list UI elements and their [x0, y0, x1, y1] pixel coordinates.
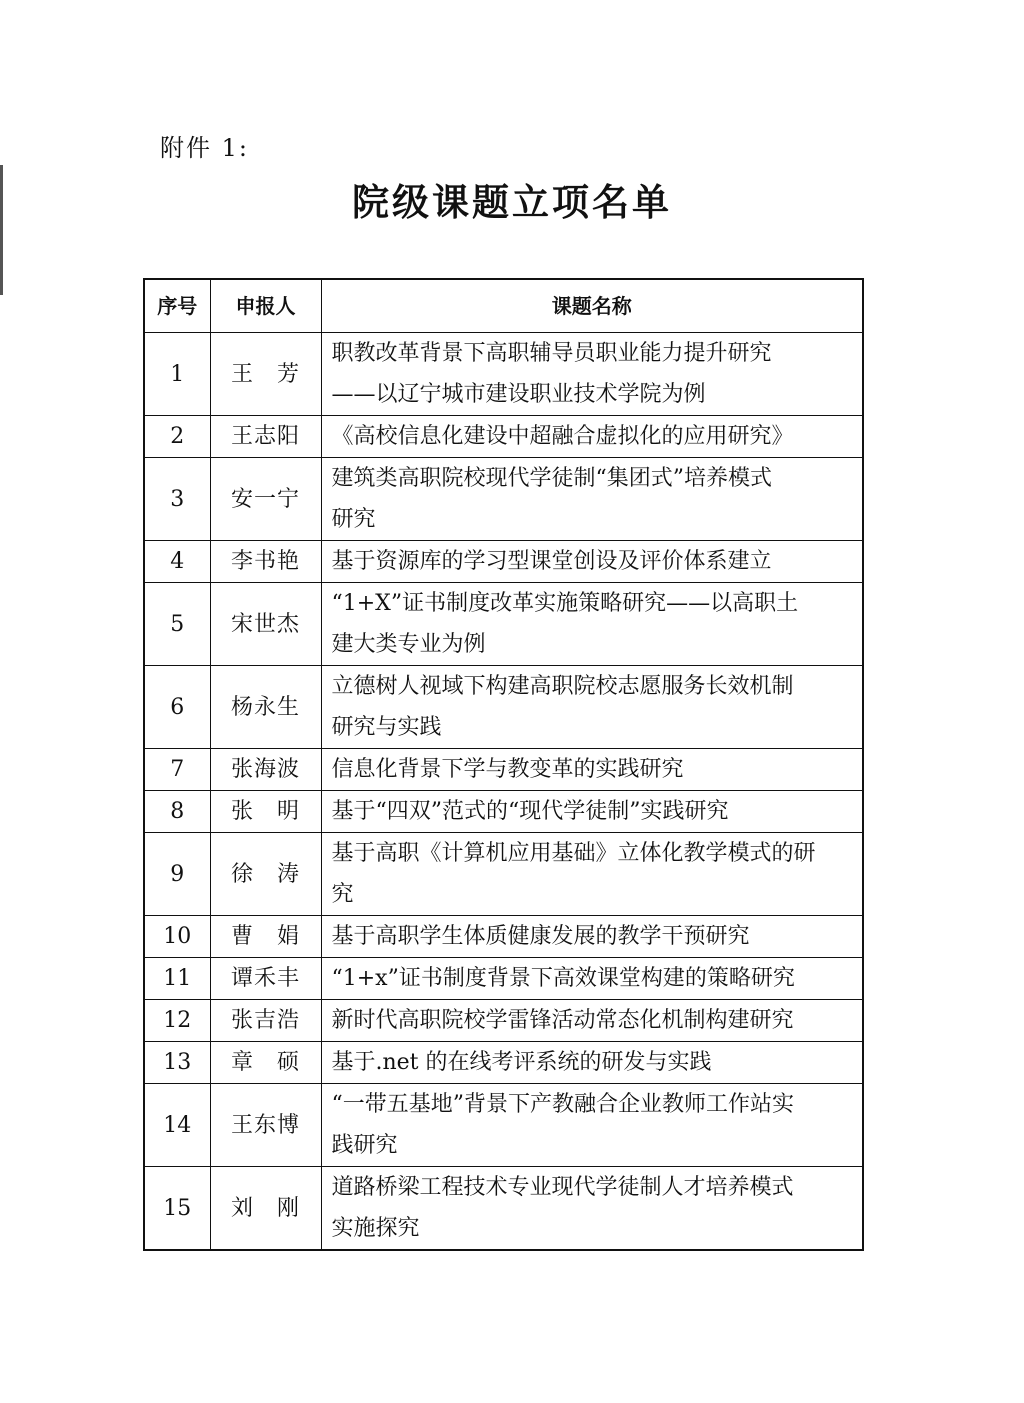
table-row: [144, 958, 863, 1000]
applicant-name: 王东博: [210, 1084, 321, 1167]
applicant-name: 张海波: [210, 749, 321, 791]
topic-title: [321, 1042, 863, 1084]
table-row: [144, 1000, 863, 1042]
topic-line: 研究与实践: [331, 715, 442, 740]
applicant-name: 徐 涛: [210, 833, 321, 916]
topic-line: 基于高职《计算机应用基础》立体化教学模式的研: [331, 841, 816, 866]
topic-line: “1+X”证书制度改革实施策略研究——以高职土: [331, 591, 799, 616]
topic-line: ——以辽宁城市建设职业技术学院为例: [331, 382, 706, 407]
topic-line: 基于“四双”范式的“现代学徒制”实践研究: [331, 799, 729, 824]
applicant-name: 章 硕: [210, 1042, 321, 1084]
row-number: 6: [144, 666, 210, 749]
header-no: 序号: [144, 279, 210, 333]
row-number: 10: [144, 916, 210, 958]
applicant-name: 安一宁: [210, 458, 321, 541]
applicant-name: 宋世杰: [210, 583, 321, 666]
table-row: [144, 416, 863, 458]
project-list-table: [143, 278, 864, 1251]
applicant-name: 王志阳: [210, 416, 321, 458]
topic-line: “一带五基地”背景下产教融合企业教师工作站实: [331, 1092, 794, 1117]
applicant-name: 李书艳: [210, 541, 321, 583]
topic-title: [321, 916, 863, 958]
row-number: 13: [144, 1042, 210, 1084]
topic-line: 基于资源库的学习型课堂创设及评价体系建立: [331, 549, 772, 574]
table-row: [144, 749, 863, 791]
topic-line: 新时代高职院校学雷锋活动常态化机制构建研究: [331, 1008, 794, 1033]
applicant-name: 张吉浩: [210, 1000, 321, 1042]
topic-title: [321, 1167, 863, 1251]
row-number: 12: [144, 1000, 210, 1042]
row-number: 5: [144, 583, 210, 666]
row-number: 7: [144, 749, 210, 791]
row-number: 4: [144, 541, 210, 583]
table-row: [144, 541, 863, 583]
topic-line: 《高校信息化建设中超融合虚拟化的应用研究》: [331, 424, 794, 449]
row-number: 9: [144, 833, 210, 916]
table-body: [144, 333, 863, 1251]
table-header-row: [144, 279, 863, 333]
page-title: 院级课题立项名单: [352, 181, 672, 224]
table-row: [144, 916, 863, 958]
applicant-name: 杨永生: [210, 666, 321, 749]
table-row: [144, 1167, 863, 1251]
applicant-name: 刘 刚: [210, 1167, 321, 1251]
topic-line: 信息化背景下学与教变革的实践研究: [331, 757, 684, 782]
applicant-name: 曹 娟: [210, 916, 321, 958]
row-number: 11: [144, 958, 210, 1000]
table-row: [144, 583, 863, 666]
topic-title: [321, 333, 863, 416]
topic-title: [321, 583, 863, 666]
applicant-name: 张 明: [210, 791, 321, 833]
table-row: [144, 333, 863, 416]
topic-title: [321, 541, 863, 583]
topic-line: 职教改革背景下高职辅导员职业能力提升研究: [331, 341, 772, 366]
topic-line: 立德树人视域下构建高职院校志愿服务长效机制: [331, 674, 794, 699]
header-applicant: 申报人: [210, 279, 321, 333]
table-row: [144, 458, 863, 541]
topic-line: 基于高职学生体质健康发展的教学干预研究: [331, 924, 750, 949]
topic-title: [321, 833, 863, 916]
topic-line: “1+x”证书制度背景下高效课堂构建的策略研究: [331, 966, 795, 991]
row-number: 14: [144, 1084, 210, 1167]
topic-title: [321, 666, 863, 749]
topic-line: 研究: [331, 507, 376, 532]
row-number: 8: [144, 791, 210, 833]
row-number: 3: [144, 458, 210, 541]
table-row: [144, 791, 863, 833]
table-row: [144, 1042, 863, 1084]
row-number: 15: [144, 1167, 210, 1251]
topic-line: 建筑类高职院校现代学徒制“集团式”培养模式: [331, 466, 772, 491]
applicant-name: 王 芳: [210, 333, 321, 416]
topic-line: 实施探究: [331, 1216, 420, 1241]
topic-title: [321, 458, 863, 541]
topic-title: [321, 1000, 863, 1042]
topic-line: 基于.net 的在线考评系统的研发与实践: [331, 1050, 712, 1075]
topic-title: [321, 958, 863, 1000]
topic-line: 道路桥梁工程技术专业现代学徒制人才培养模式: [331, 1175, 794, 1200]
topic-line: 究: [331, 882, 354, 907]
topic-title: [321, 749, 863, 791]
topic-title: [321, 416, 863, 458]
attachment-label: 附件 1:: [160, 134, 249, 162]
table-row: [144, 833, 863, 916]
topic-title: [321, 791, 863, 833]
topic-line: 践研究: [331, 1133, 398, 1158]
topic-title: [321, 1084, 863, 1167]
topic-line: 建大类专业为例: [331, 632, 486, 657]
row-number: 2: [144, 416, 210, 458]
table-row: [144, 666, 863, 749]
row-number: 1: [144, 333, 210, 416]
header-topic: 课题名称: [321, 279, 863, 333]
applicant-name: 谭禾丰: [210, 958, 321, 1000]
table-row: [144, 1084, 863, 1167]
